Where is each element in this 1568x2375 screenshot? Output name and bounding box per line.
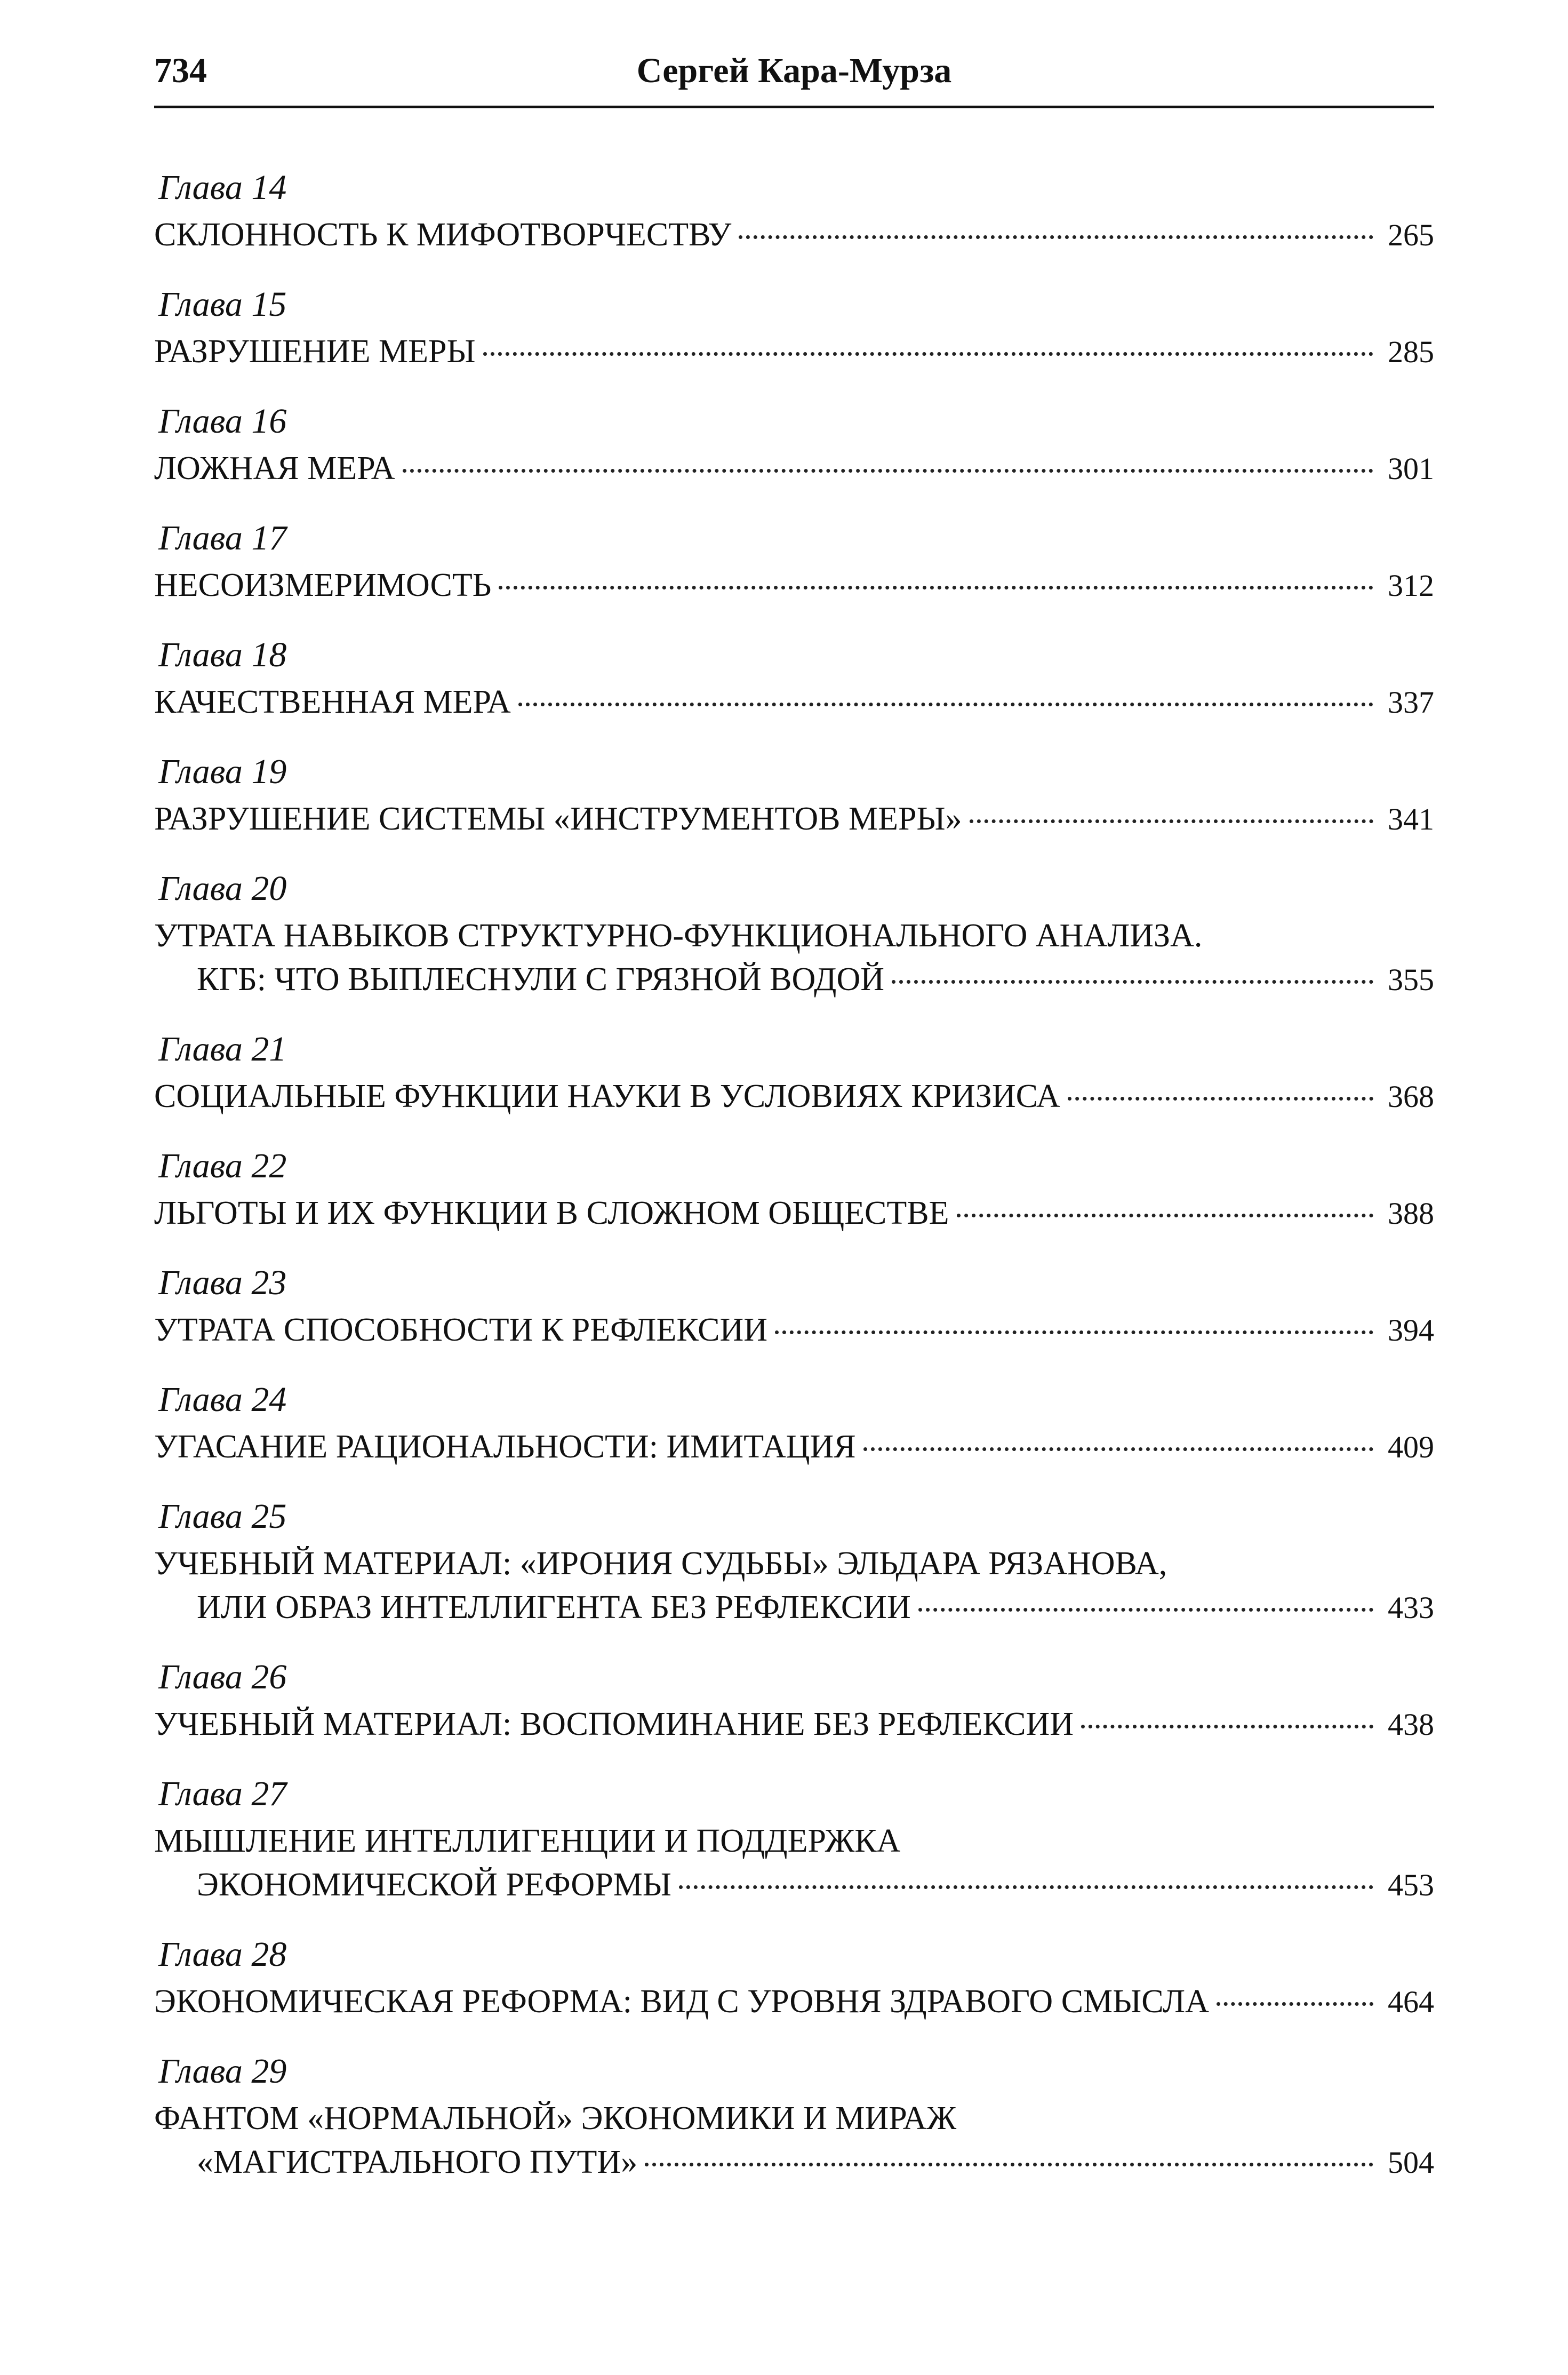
- chapter-page-number: 388: [1388, 1196, 1434, 1231]
- chapter-entry[interactable]: [154, 1980, 1434, 2024]
- toc-chapter: [154, 1265, 1434, 1352]
- chapter-title: ЛЬГОТЫ И ИХ ФУНКЦИИ В СЛОЖНОМ ОБЩЕСТВЕ: [154, 1195, 949, 1231]
- chapter-title: РАЗРУШЕНИЕ МЕРЫ: [154, 333, 476, 370]
- chapter-entry[interactable]: [154, 213, 1434, 257]
- chapter-entry[interactable]: [154, 680, 1434, 724]
- running-title: Сергей Кара-Мурза: [636, 51, 952, 90]
- toc-chapter: [154, 1499, 1434, 1630]
- toc-chapter: [154, 1937, 1434, 2024]
- dot-leader: [863, 1447, 1373, 1451]
- dot-leader: [1081, 1725, 1373, 1728]
- chapter-label: Глава 26: [158, 1657, 287, 1696]
- toc-chapter: [154, 521, 1434, 608]
- dot-leader: [970, 819, 1373, 823]
- chapter-entry[interactable]: [154, 1702, 1434, 1747]
- chapter-page-number: 433: [1388, 1590, 1434, 1625]
- chapter-title-line: «МАГИСТРАЛЬНОГО ПУТИ»: [197, 2144, 638, 2180]
- chapter-entry[interactable]: [154, 1308, 1434, 1352]
- chapter-entry[interactable]: [154, 914, 1434, 1002]
- dot-leader: [679, 1885, 1373, 1889]
- dot-leader: [483, 352, 1373, 356]
- chapter-title-line: КГБ: ЧТО ВЫПЛЕСНУЛИ С ГРЯЗНОЙ ВОДОЙ: [197, 961, 885, 998]
- chapter-page-number: 453: [1388, 1868, 1434, 1902]
- chapter-label: Глава 22: [158, 1146, 287, 1185]
- dot-leader: [403, 469, 1373, 473]
- chapter-title: НЕСОИЗМЕРИМОСТЬ: [154, 567, 492, 603]
- chapter-title: СОЦИАЛЬНЫЕ ФУНКЦИИ НАУКИ В УСЛОВИЯХ КРИЗИСА: [154, 1078, 1060, 1114]
- chapter-label: Глава 14: [158, 168, 287, 207]
- chapter-label: Глава 24: [158, 1380, 287, 1419]
- toc-chapter: [154, 1032, 1434, 1119]
- chapter-entry[interactable]: [154, 797, 1434, 841]
- chapter-title: УЧЕБНЫЙ МАТЕРИАЛ: ВОСПОМИНАНИЕ БЕЗ РЕФЛЕКСИИ: [154, 1706, 1074, 1742]
- toc-chapter: [154, 287, 1434, 374]
- chapter-title-line: УТРАТА НАВЫКОВ СТРУКТУРНО-ФУНКЦИОНАЛЬНОГО АНАЛИЗА.: [154, 918, 1203, 954]
- toc-chapter: [154, 2054, 1434, 2185]
- chapter-page-number: 312: [1388, 568, 1434, 603]
- chapter-page-number: 409: [1388, 1430, 1434, 1464]
- toc-chapter: [154, 637, 1434, 724]
- chapter-title: СКЛОННОСТЬ К МИФОТВОРЧЕСТВУ: [154, 217, 732, 253]
- page-header: [154, 48, 1434, 108]
- chapter-page-number: 341: [1388, 802, 1434, 836]
- chapter-page-number: 265: [1388, 218, 1434, 252]
- chapter-page-number: 394: [1388, 1313, 1434, 1348]
- chapter-label: Глава 15: [158, 285, 287, 324]
- chapter-page-number: 285: [1388, 334, 1434, 369]
- chapter-page-number: 504: [1388, 2145, 1434, 2180]
- chapter-label: Глава 27: [158, 1774, 287, 1813]
- chapter-label: Глава 25: [158, 1497, 287, 1536]
- chapter-entry[interactable]: [154, 1425, 1434, 1469]
- chapter-page-number: 368: [1388, 1079, 1434, 1114]
- chapter-label: Глава 17: [158, 519, 287, 557]
- chapter-entry[interactable]: [154, 447, 1434, 491]
- toc-chapter: [154, 871, 1434, 1002]
- chapter-entry[interactable]: [154, 330, 1434, 374]
- chapter-entry[interactable]: [154, 1074, 1434, 1119]
- chapter-title-line: ФАНТОМ «НОРМАЛЬНОЙ» ЭКОНОМИКИ И МИРАЖ: [154, 2100, 957, 2137]
- chapter-title-line: ИЛИ ОБРАЗ ИНТЕЛЛИГЕНТА БЕЗ РЕФЛЕКСИИ: [197, 1589, 911, 1625]
- dot-leader: [499, 586, 1373, 589]
- chapter-entry[interactable]: [154, 563, 1434, 608]
- chapter-title: ЛОЖНАЯ МЕРА: [154, 450, 395, 487]
- page-number: 734: [154, 51, 207, 90]
- dot-leader: [918, 1608, 1373, 1612]
- dot-leader: [1068, 1097, 1373, 1101]
- dot-leader: [892, 980, 1373, 984]
- toc-chapter: [154, 170, 1434, 257]
- table-of-contents: [154, 170, 1434, 2185]
- chapter-label: Глава 16: [158, 402, 287, 441]
- chapter-page-number: 337: [1388, 685, 1434, 720]
- chapter-entry[interactable]: [154, 1819, 1434, 1907]
- chapter-label: Глава 23: [158, 1263, 287, 1302]
- chapter-title: ЭКОНОМИЧЕСКАЯ РЕФОРМА: ВИД С УРОВНЯ ЗДРАВОГО СМЫСЛА: [154, 1983, 1209, 2020]
- toc-chapter: [154, 1657, 1434, 1747]
- chapter-title-line: МЫШЛЕНИЕ ИНТЕЛЛИГЕНЦИИ И ПОДДЕРЖКА: [154, 1823, 901, 1859]
- dot-leader: [739, 235, 1373, 239]
- toc-chapter: [154, 1146, 1434, 1236]
- chapter-title: УГАСАНИЕ РАЦИОНАЛЬНОСТИ: ИМИТАЦИЯ: [154, 1429, 856, 1465]
- chapter-label: Глава 29: [158, 2052, 287, 2091]
- chapter-title-line: УЧЕБНЫЙ МАТЕРИАЛ: «ИРОНИЯ СУДЬБЫ» ЭЛЬДАРА РЯЗАНОВА,: [154, 1545, 1167, 1582]
- chapter-entry[interactable]: [154, 2097, 1434, 2185]
- dot-leader: [1217, 2002, 1373, 2006]
- dot-leader: [775, 1330, 1373, 1334]
- dot-leader: [645, 2163, 1373, 2166]
- toc-chapter: [154, 754, 1434, 841]
- chapter-label: Глава 20: [158, 869, 287, 908]
- toc-chapter: [154, 404, 1434, 491]
- chapter-title: КАЧЕСТВЕННАЯ МЕРА: [154, 684, 511, 720]
- chapter-entry[interactable]: [154, 1542, 1434, 1630]
- chapter-title: РАЗРУШЕНИЕ СИСТЕМЫ «ИНСТРУМЕНТОВ МЕРЫ»: [154, 801, 962, 837]
- toc-chapter: [154, 1776, 1434, 1907]
- chapter-label: Глава 19: [158, 752, 287, 791]
- dot-leader: [957, 1214, 1373, 1217]
- dot-leader: [518, 703, 1373, 706]
- chapter-title-line: ЭКОНОМИЧЕСКОЙ РЕФОРМЫ: [197, 1867, 671, 1903]
- chapter-entry[interactable]: [154, 1191, 1434, 1236]
- chapter-page-number: 438: [1388, 1707, 1434, 1742]
- chapter-label: Глава 18: [158, 635, 287, 674]
- toc-chapter: [154, 1382, 1434, 1469]
- chapter-title: УТРАТА СПОСОБНОСТИ К РЕФЛЕКСИИ: [154, 1312, 768, 1348]
- chapter-page-number: 355: [1388, 962, 1434, 997]
- chapter-page-number: 301: [1388, 451, 1434, 486]
- book-page: [154, 48, 1434, 2214]
- chapter-label: Глава 28: [158, 1935, 287, 1974]
- chapter-page-number: 464: [1388, 1985, 1434, 2019]
- chapter-label: Глава 21: [158, 1030, 287, 1069]
